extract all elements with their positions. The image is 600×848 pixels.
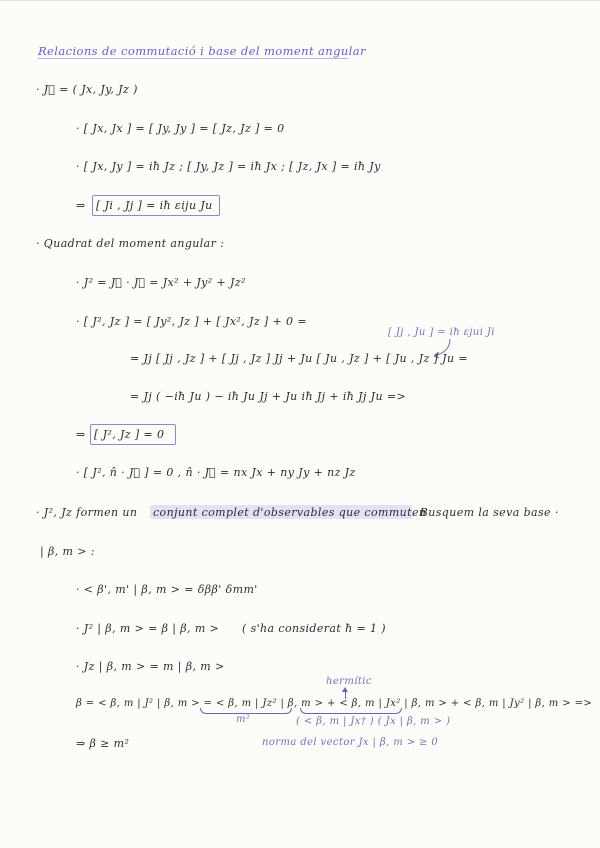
title-underline: [38, 58, 348, 59]
J-squared-commutator-step1: · [ J², Jz ] = [ Jy², Jz ] + [ Jx², Jz ] + 0 =: [76, 315, 307, 328]
general-commutator: [ Ji , Jj ] = iħ εiju Ju: [96, 199, 213, 212]
brace-jx: [300, 708, 402, 714]
J-squared-result: [ J², Jz ] = 0: [94, 428, 165, 441]
self-commutators: · [ Jx, Jx ] = [ Jy, Jy ] = [ Jz, Jz ] = 0: [76, 122, 285, 135]
orthonormality: · < β', m' | β, m > = δββ' δmm': [76, 583, 258, 596]
beta-bound: ⇒ β ≥ m²: [76, 737, 130, 750]
page-top-border: [0, 0, 600, 1]
complete-set-tail: . Busquem la seva base ·: [412, 506, 559, 519]
J-squared-commutator-step2: = Jj [ Jj , Jz ] + [ Jj , Jz ] Jj + Ju [ Ju , Jz ] + [ Ju , Jz ] Ju =: [130, 352, 468, 365]
implies-arrow-1: ⇒: [76, 199, 86, 212]
hermitic-arrow-head: [342, 687, 348, 692]
J-squared-commutator-step3: = Jj ( −iħ Ju ) − iħ Ju Jj + Ju iħ Jj + iħ Jj Ju =>: [130, 390, 407, 403]
bracket-note: ( < β, m | Jx† ) ( Jx | β, m > ): [296, 716, 451, 727]
J-squared-definition: · J² = J⃗ · J⃗ = Jx² + Jy² + Jz²: [76, 276, 246, 289]
hbar-note: ( s'ha considerat ħ = 1 ): [242, 622, 386, 635]
section-squared-angular-momentum: · Quadrat del moment angular :: [36, 237, 225, 250]
cross-commutators: · [ Jx, Jy ] = iħ Jz ; [ Jy, Jz ] = iħ Jx ; [ Jz, Jx ] = iħ Jy: [76, 160, 381, 173]
Jz-eigen: · Jz | β, m > = m | β, m >: [76, 660, 225, 673]
hermitic-note: hermític: [326, 676, 372, 687]
beta-expansion: β = < β, m | J² | β, m > = < β, m | Jz² | β, m > + < β, m | Jx² | β, m > + < β, m | Jy² | β, m > =>: [76, 698, 593, 709]
complete-set-intro: · J², Jz formen un: [36, 506, 138, 519]
side-note-commutator: [ Jj , Ju ] = iħ εjui Ji: [388, 327, 495, 338]
projection-commutator: · [ J², n̂ · J⃗ ] = 0 , n̂ · J⃗ = nx Jx + ny Jy + nz Jz: [76, 466, 356, 479]
norm-note: norma del vector Jx | β, m > ≥ 0: [262, 737, 439, 748]
complete-set-highlighted: conjunt complet d'observables que commuten: [153, 506, 427, 519]
vector-J-definition: · J⃗ = ( Jx, Jy, Jz ): [36, 83, 138, 96]
m-squared-note: m²: [236, 714, 251, 725]
page-title: Relacions de commutació i base del moment angular: [38, 44, 366, 58]
J-squared-eigen: · J² | β, m > = β | β, m >: [76, 622, 220, 635]
implies-arrow-2: ⇒: [76, 428, 86, 441]
basis-ket: | β, m > :: [40, 545, 95, 558]
